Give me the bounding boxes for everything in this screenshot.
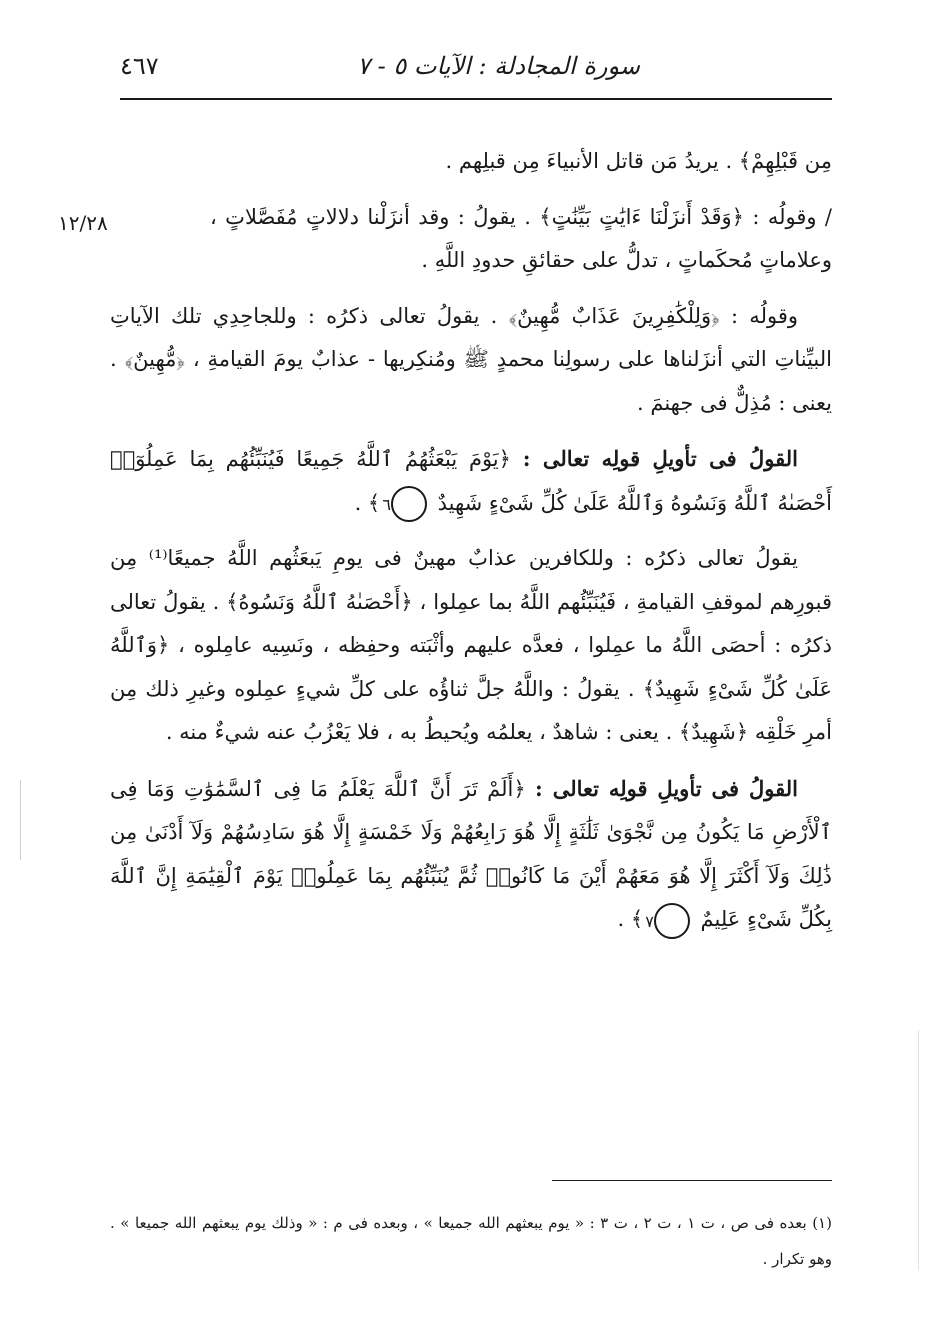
ayah-number-marker: ٦	[391, 486, 427, 522]
paragraph-1	[110, 140, 832, 184]
section-heading: القولُ فى تأويلِ قولِه تعالى :	[522, 446, 798, 471]
paragraph-5	[110, 537, 832, 755]
header-rule	[120, 98, 832, 100]
paragraph-4	[110, 437, 832, 525]
page-number: ٤٦٧	[120, 52, 159, 80]
scan-artifact	[918, 1030, 919, 1270]
scan-artifact	[20, 780, 21, 860]
quran-verse: ﴿أَلَمْ تَرَ أَنَّ ٱللَّهَ يَعْلَمُ مَا فِى ٱلسَّمَٰوَٰتِ وَمَا فِى ٱلْأَرْضِ مَا يَكُونُ مِن نَّجْوَىٰ ثَلَٰثَةٍ إِلَّا هُوَ رَابِعُهُمْ وَلَا خَمْسَةٍ إِلَّا هُوَ سَادِسُهُمْ وَلَآ أَدْنَىٰ مِن ذَٰلِكَ وَلَآ أَكْثَرَ إِلَّا هُوَ مَعَهُمْ أَيْنَ مَا كَانُوا۟ ثُمَّ يُنَبِّئُهُم بِمَا عَمِلُوا۟ يَوْمَ ٱلْقِيَٰمَةِ إِنَّ ٱللَّهَ بِكُلِّ شَىْءٍ عَلِيمٌ	[110, 776, 832, 931]
paragraph-text: مِن قَبْلِهِمْ﴾ . يريدُ مَن قاتل الأنبياءَ مِن قبلِهم .	[445, 149, 832, 173]
page-header	[120, 52, 830, 92]
ayah-number-marker: ٧	[654, 903, 690, 939]
main-text	[110, 140, 832, 954]
paragraph-6	[110, 767, 832, 942]
footnote-text: (١) بعده فى ص ، ت ١ ، ت ٢ ، ت ٣ : « يوم يبعثهم الله جميعا » ، وبعده فى م : « وذلك يوم يبعثهم الله جميعا » . وهو تكرار .	[110, 1214, 832, 1268]
paragraph-text: يقولُ تعالى ذكرُه : وللكافرين عذابٌ مهينٌ فى يومِ يَبعَثُهم اللَّهُ جميعًا⁽¹⁾ مِن قبورِهم لموقفِ القيامةِ ، فَيُنَبِّئُهم اللَّهُ بما عمِلوا ، ﴿أَحْصَىٰهُ ٱللَّهُ وَنَسُوهُ﴾ . يقولُ تعالى ذكرُه : أحصَى اللَّهُ ما عمِلوا ، فعدَّه عليهم وأثْبَته وحفِظه ، ونَسِيه عامِلوه ، ﴿وَٱللَّهُ عَلَىٰ كُلِّ شَىْءٍ شَهِيدٌ﴾ . يقولُ : واللَّهُ جلَّ ثناؤُه على كلِّ شيءٍ عمِلوه وغيرِ ذلك مِن أمرِ خَلْقِه ﴿شَهِيدٌ﴾ . يعنى : شاهدٌ ، يعلمُه ويُحيطُ به ، فلا يَعْزُبُ عنه شيءٌ منه .	[110, 546, 832, 744]
paragraph-2	[110, 196, 832, 283]
verse-close: ﴾ .	[354, 490, 381, 515]
quran-verse: ﴿يَوْمَ يَبْعَثُهُمُ ٱللَّهُ جَمِيعًا فَيُنَبِّئُهُم بِمَا عَمِلُوٓا۟ أَحْصَىٰهُ ٱللَّهُ وَنَسُوهُ وَٱللَّهُ عَلَىٰ كُلِّ شَىْءٍ شَهِيدٌ	[110, 447, 832, 515]
running-title: سورة المجادلة : الآيات ٥ - ٧	[357, 52, 640, 80]
verse-close: ﴾ .	[617, 907, 644, 931]
footnote	[110, 1205, 832, 1277]
margin-volume-reference: ١٢/٢٨	[58, 211, 108, 235]
paragraph-3	[110, 295, 832, 426]
paragraph-text: / وقولُه : ﴿وَقَدْ أَنزَلْنَا ءَايَٰتٍ بَيِّنَٰتٍ﴾ . يقولُ : وقد أنزَلْنا دلالاتٍ مُفَصَّلاتٍ ، وعلاماتٍ مُحكَماتٍ ، تدلُّ على حقائقِ حدودِ اللَّهِ .	[210, 204, 832, 272]
paragraph-text: وقولُه : ﴿وَلِلْكَٰفِرِينَ عَذَابٌ مُّهِينٌ﴾ . يقولُ تعالى ذكرُه : وللجاحِدِي تلك الآياتِ البيِّناتِ التي أنزَلناها على رسولِنا محمدٍ ﷺ ومُنكِريها - عذابٌ يومَ القيامةِ ، ﴿مُّهِينٌ﴾ . يعنى : مُذِلٌّ فى جهنمَ .	[110, 303, 832, 415]
section-heading: القولُ فى تأويلِ قولِه تعالى :	[534, 775, 798, 801]
footnote-rule	[552, 1180, 832, 1181]
